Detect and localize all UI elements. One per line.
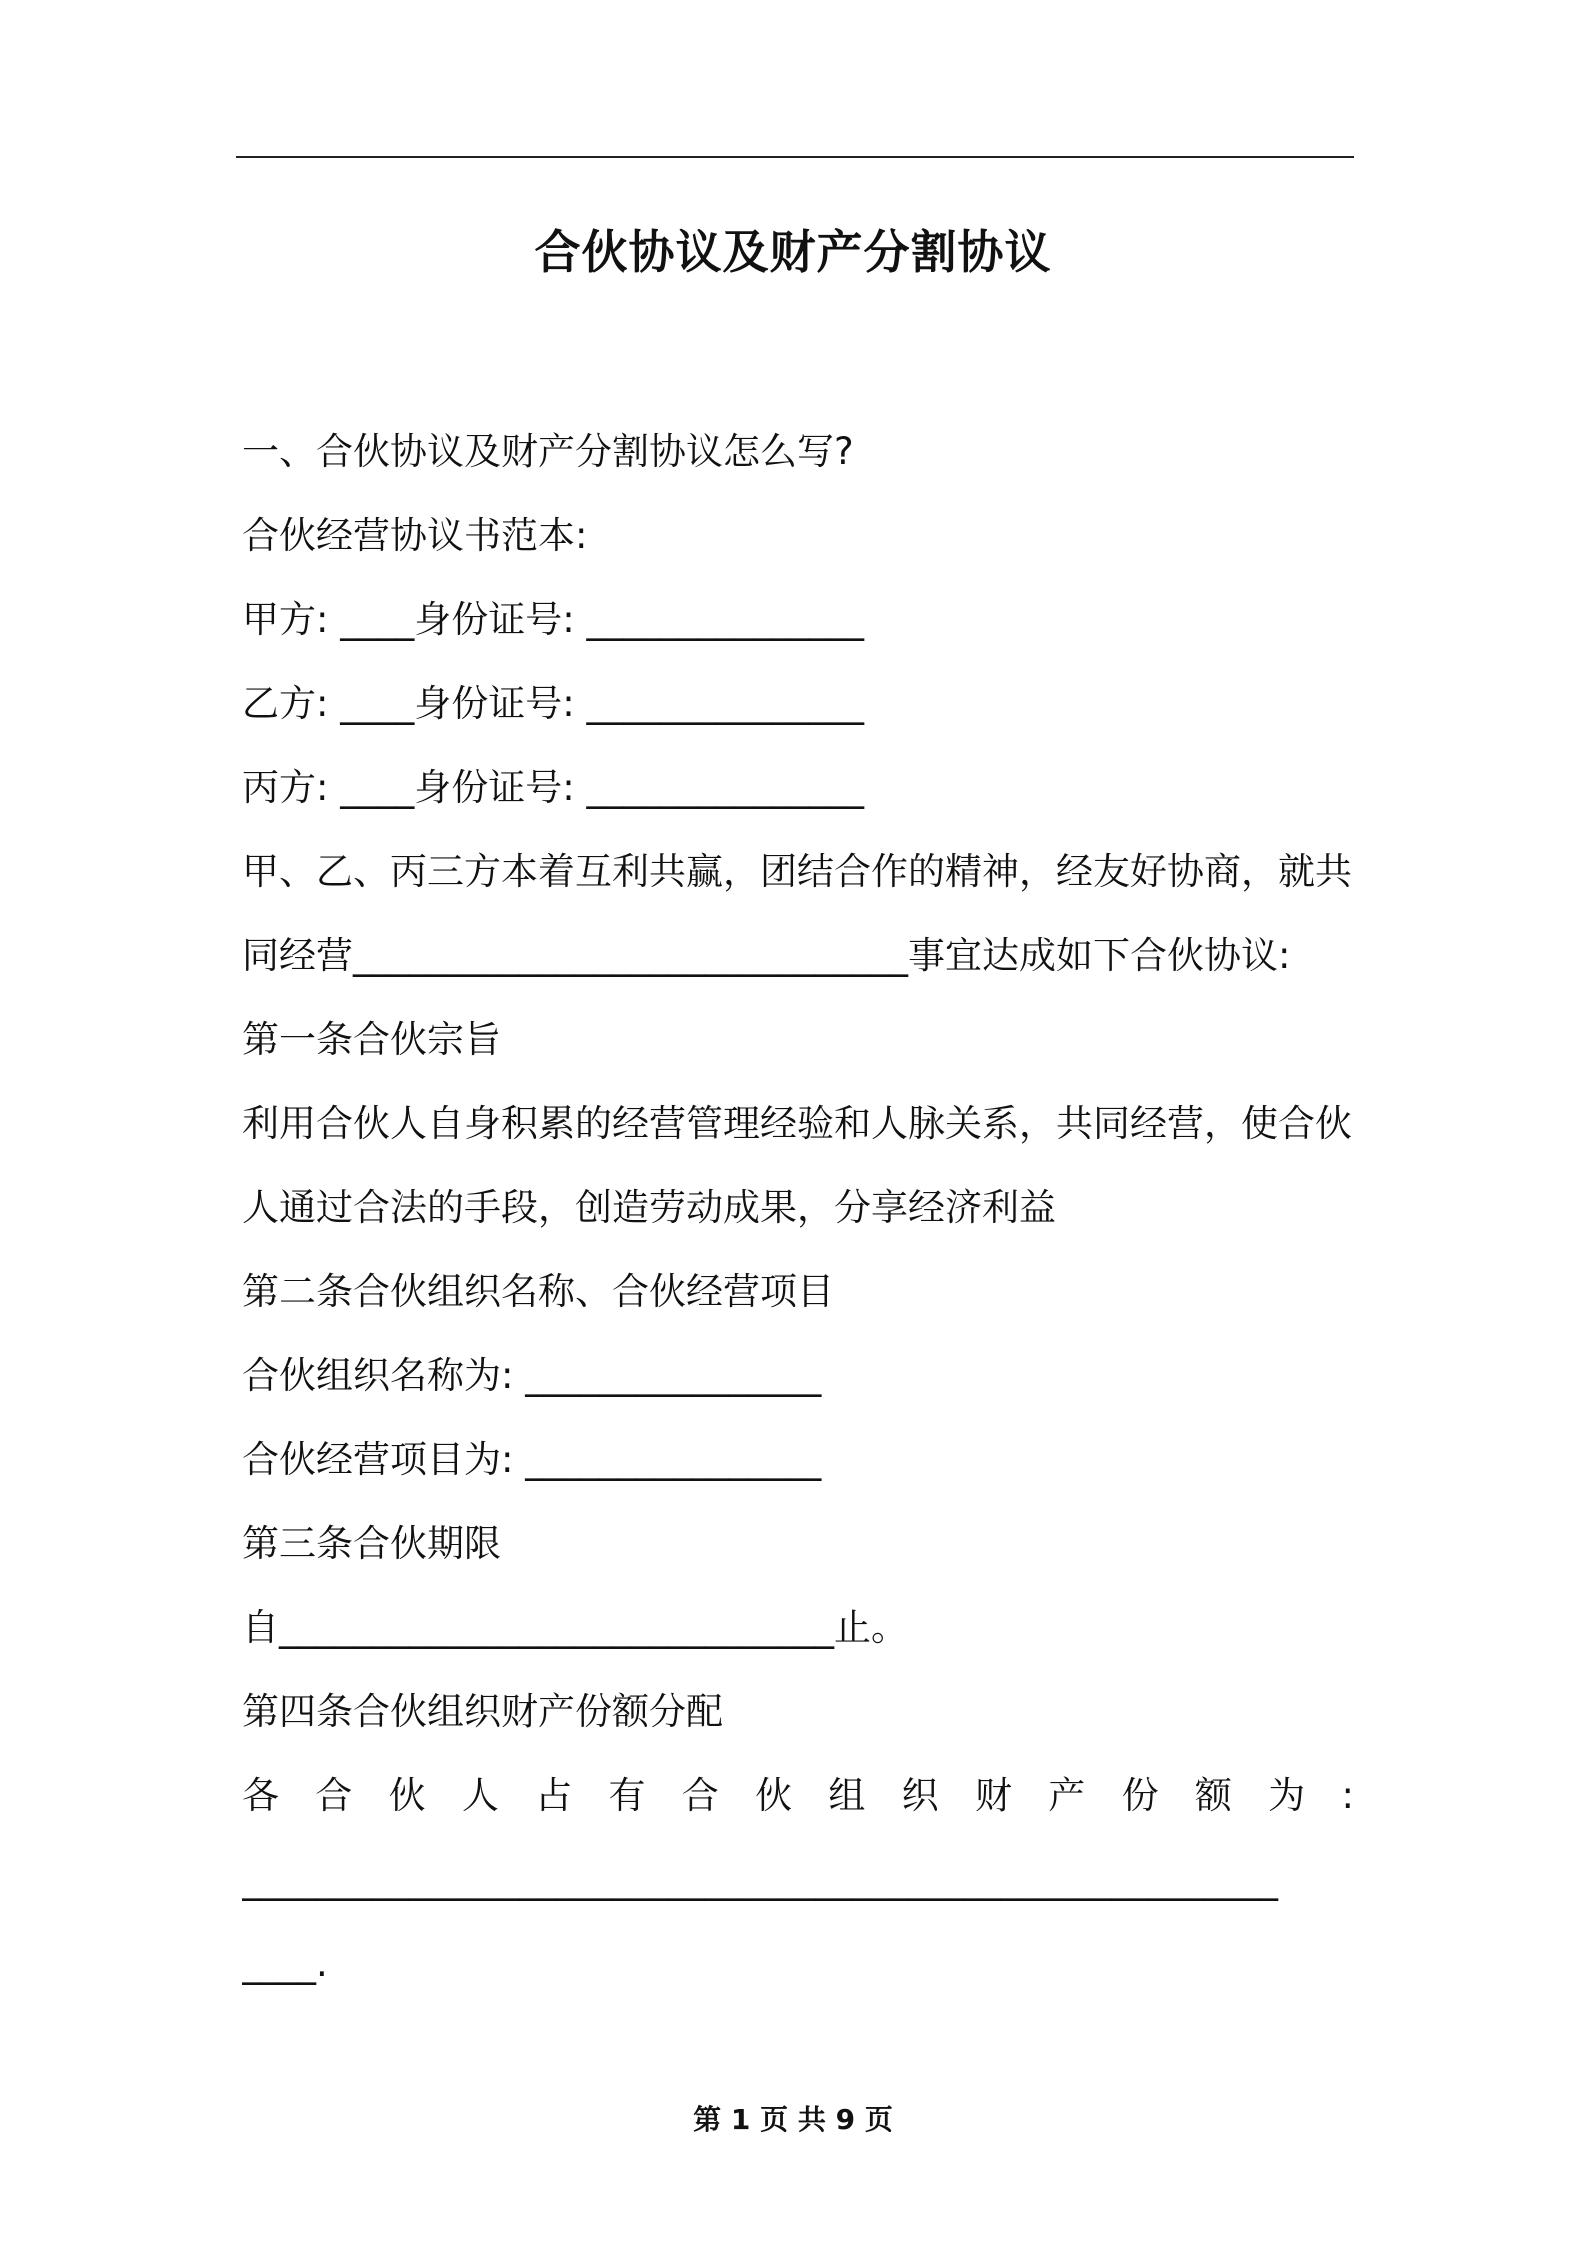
page-footer: 第 1 页 共 9 页 xyxy=(693,2103,893,2136)
spaced-char: 伙 xyxy=(755,1774,793,1817)
share-spaced-line xyxy=(242,1754,1354,1838)
header-rule xyxy=(236,156,1354,158)
article-1-text-2: 人通过合法的手段，创造劳动成果，分享经济利益 xyxy=(242,1186,1056,1229)
spaced-char: : xyxy=(1341,1774,1354,1817)
heading-how-to-write: 一、合伙协议及财产分割协议怎么写? xyxy=(242,430,854,473)
spaced-char: 合 xyxy=(315,1774,353,1817)
party-c-line: 丙方: ____身份证号: _______________ xyxy=(242,766,864,809)
spaced-char: 织 xyxy=(901,1774,939,1817)
document-body xyxy=(242,410,1354,2006)
spaced-char: 各 xyxy=(242,1774,279,1817)
preamble-line-2: 同经营______________________________事宜达成如下合伙协议: xyxy=(242,934,1291,977)
party-b-line: 乙方: ____身份证号: _______________ xyxy=(242,682,864,725)
spaced-char: 伙 xyxy=(388,1774,426,1817)
spaced-char: 人 xyxy=(461,1774,499,1817)
spaced-char: 财 xyxy=(974,1774,1012,1817)
business-item-line: 合伙经营项目为: ________________ xyxy=(242,1438,822,1481)
spaced-char: 组 xyxy=(828,1774,866,1817)
share-underline-line: ________________________________________________________ xyxy=(242,1858,1278,1901)
template-heading: 合伙经营协议书范本: xyxy=(242,514,588,557)
org-name-line: 合伙组织名称为: ________________ xyxy=(242,1354,822,1397)
spaced-char: 额 xyxy=(1194,1774,1232,1817)
article-1-text-1: 利用合伙人自身积累的经营管理经验和人脉关系，共同经营，使合伙 xyxy=(242,1102,1352,1145)
preamble-line-1: 甲、乙、丙三方本着互利共赢，团结合作的精神，经友好协商，就共 xyxy=(242,850,1352,893)
share-tail-line: ____. xyxy=(242,1942,328,1985)
article-2-heading: 第二条合伙组织名称、合伙经营项目 xyxy=(242,1270,834,1313)
article-4-heading: 第四条合伙组织财产份额分配 xyxy=(242,1690,723,1733)
spaced-char: 有 xyxy=(608,1774,646,1817)
term-line: 自______________________________止。 xyxy=(242,1606,908,1649)
spaced-char: 份 xyxy=(1121,1774,1159,1817)
article-1-heading: 第一条合伙宗旨 xyxy=(242,1018,501,1061)
article-3-heading: 第三条合伙期限 xyxy=(242,1522,501,1565)
document-title: 合伙协议及财产分割协议 xyxy=(534,225,1052,279)
spaced-char: 合 xyxy=(681,1774,719,1817)
spaced-char: 为 xyxy=(1268,1774,1306,1817)
spaced-char: 占 xyxy=(535,1774,573,1817)
spaced-char: 产 xyxy=(1048,1774,1086,1817)
party-a-line: 甲方: ____身份证号: _______________ xyxy=(242,598,864,641)
